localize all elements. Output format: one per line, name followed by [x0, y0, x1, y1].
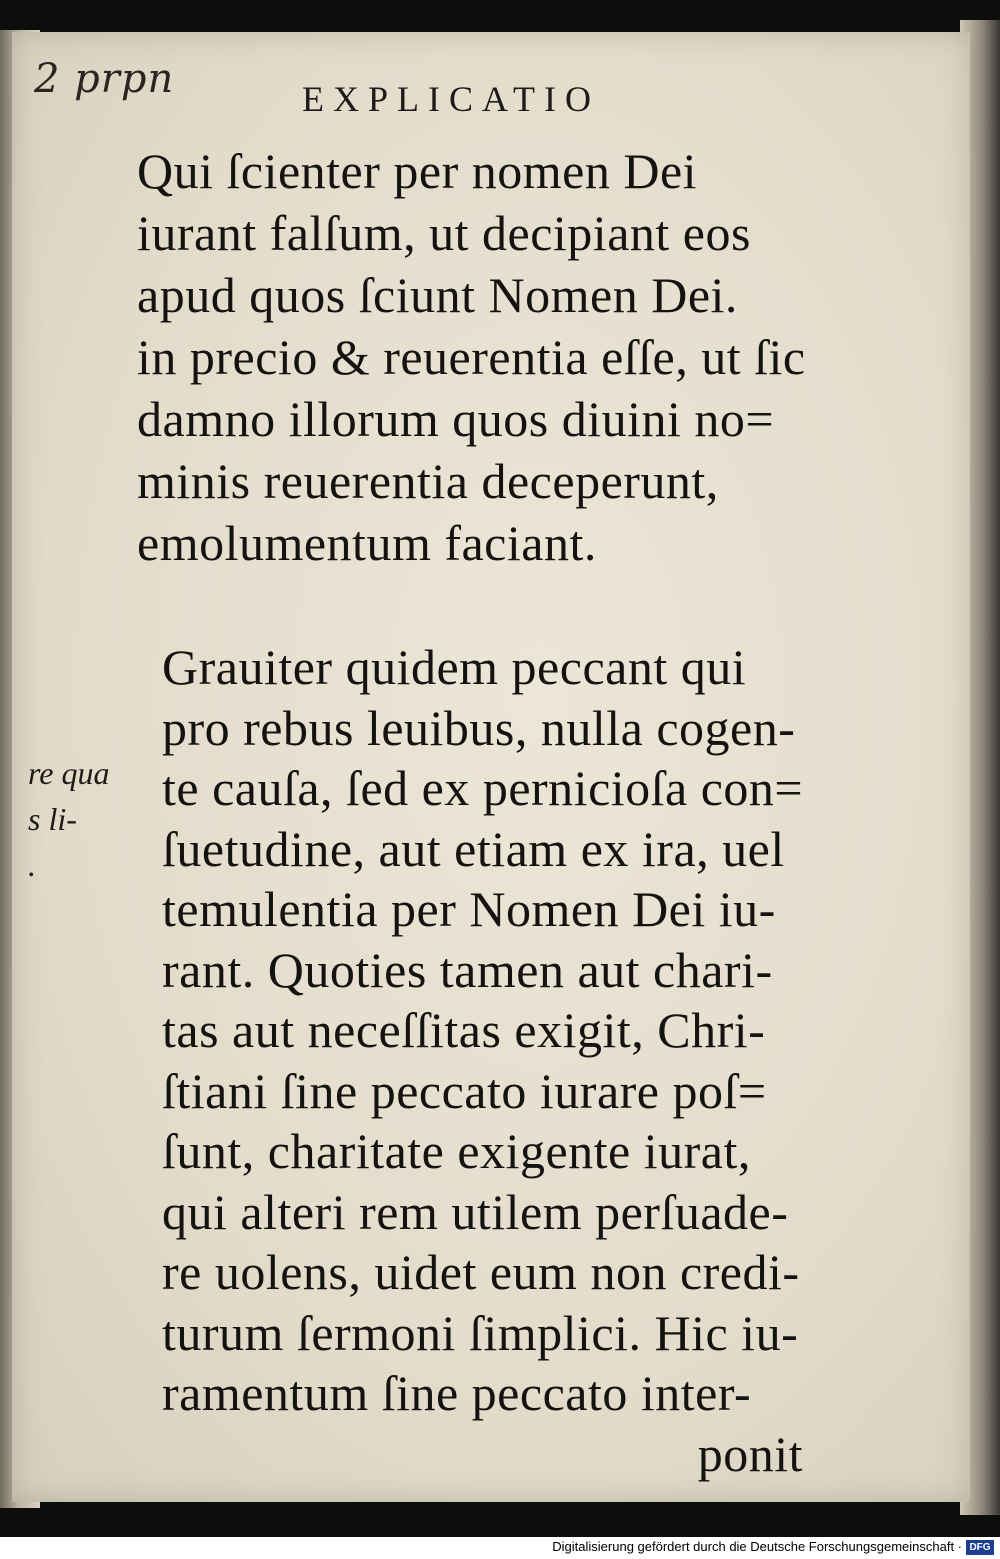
footer-credit: Digitalisierung gefördert durch die Deutsche Forschungsgemeinschaft · [552, 1539, 962, 1554]
text-line: ramentum ſine peccato inter- [162, 1365, 752, 1421]
text-line: in precio & reuerentia eſſe, ut ſic [137, 329, 806, 385]
text-line: re uolens, uidet eum non credi- [162, 1244, 800, 1300]
paragraph-1 [137, 140, 806, 574]
margin-note-line: s li- [28, 801, 77, 837]
dfg-logo-icon: DFG [966, 1540, 994, 1555]
text-line: rant. Quoties tamen aut chari- [162, 941, 773, 998]
margin-note-line: re qua [28, 755, 110, 791]
text-line: apud quos ſciunt Nomen Dei. [137, 267, 738, 323]
text-line: qui alteri rem utilem perſuade- [162, 1183, 789, 1240]
text-line: turum ſermoni ſimplici. Hic iu- [162, 1304, 799, 1361]
text-line: pro rebus leuibus, nulla cogen- [162, 699, 796, 756]
text-line: minis reuerentia deceperunt, [137, 453, 719, 509]
text-line: Grauiter quidem peccant qui [162, 639, 747, 695]
book-page [12, 32, 970, 1502]
margin-note [28, 750, 109, 888]
text-line: ſuetudine, aut etiam ex ira, uel [162, 820, 785, 877]
text-line: Qui ſcienter per nomen Dei [137, 143, 698, 199]
text-line: ſtiani ſine peccato iurare poſ= [162, 1062, 767, 1119]
text-line: ſunt, charitate exigente iurat, [162, 1123, 751, 1179]
text-line: te cauſa, ſed ex pernicioſa con= [162, 760, 804, 816]
margin-note-line: . [28, 847, 36, 883]
paragraph-2 [162, 637, 803, 1484]
text-line: iurant falſum, ut decipiant eos [137, 205, 751, 261]
text-line: damno illorum quos diuini no= [137, 391, 775, 447]
handwritten-note: 2 prpn [34, 56, 175, 102]
running-head: EXPLICATIO [302, 79, 600, 119]
text-line: temulentia per Nomen Dei iu- [162, 881, 776, 937]
text-line: tas aut neceſſitas exigit, Chri- [162, 1002, 766, 1058]
catchword: ponit [697, 1425, 803, 1482]
footer-bar [0, 1537, 1000, 1559]
text-line: emolumentum faciant. [137, 515, 597, 571]
